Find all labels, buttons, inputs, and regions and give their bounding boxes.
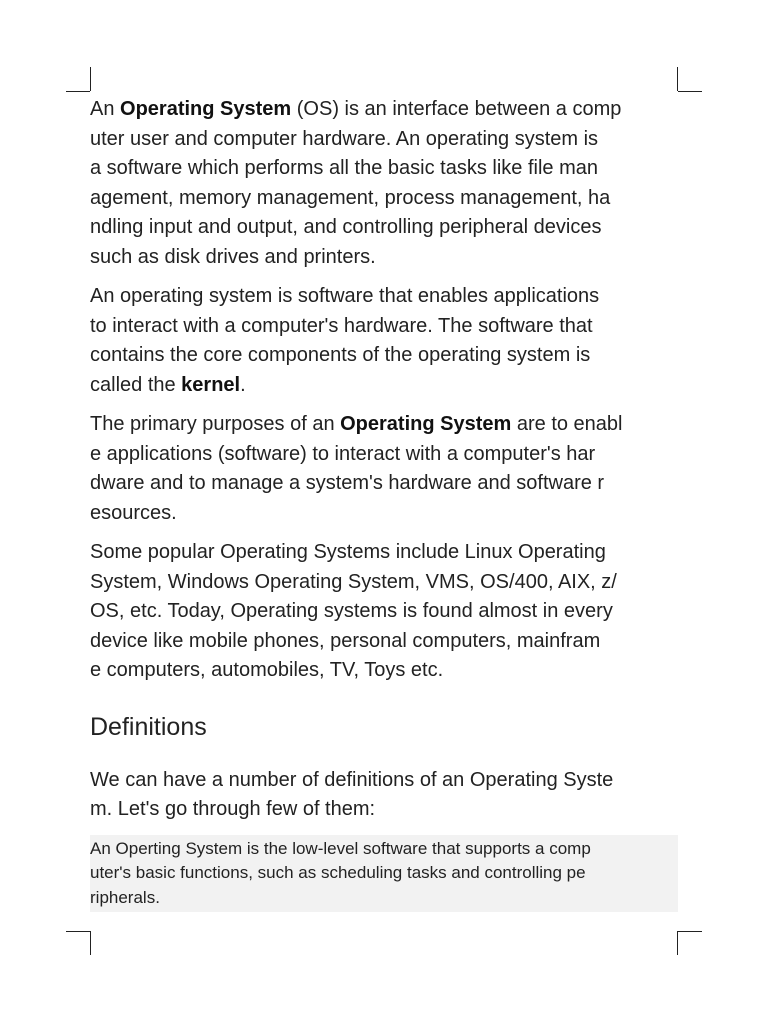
text-run: An bbox=[90, 98, 121, 120]
paragraph-1 bbox=[90, 95, 680, 272]
text-run: Some popular Operating Systems include Linux Operating bbox=[90, 541, 606, 563]
crop-mark-top-left-v bbox=[90, 67, 91, 91]
text-line bbox=[90, 154, 680, 184]
text-run: contains the core components of the operating system is bbox=[90, 344, 591, 366]
crop-mark-top-left-h bbox=[66, 91, 90, 92]
text-run: e computers, automobiles, TV, Toys etc. bbox=[90, 659, 444, 681]
text-line: ripherals. bbox=[90, 887, 160, 907]
text-line bbox=[90, 656, 680, 686]
text-line bbox=[90, 597, 680, 627]
paragraph-2 bbox=[90, 282, 680, 400]
text-line bbox=[90, 213, 680, 243]
text-line bbox=[90, 341, 680, 371]
text-run: dware and to manage a system's hardware and software r bbox=[90, 472, 605, 494]
text-run: The primary purposes of an bbox=[90, 413, 341, 435]
text-run: e applications (software) to interact with a computer's har bbox=[90, 442, 596, 465]
text-line bbox=[90, 125, 680, 155]
text-line bbox=[90, 95, 680, 125]
text-run: esources. bbox=[90, 501, 177, 524]
text-run: called the bbox=[90, 373, 182, 396]
text-line bbox=[90, 538, 680, 568]
text-run: to interact with a computer's hardware. The software that bbox=[90, 314, 593, 337]
bold-term: Operating System bbox=[340, 413, 512, 435]
paragraph-group bbox=[90, 95, 680, 686]
text-line: m. Let's go through few of them: bbox=[90, 798, 376, 820]
text-run: are to enabl bbox=[511, 413, 623, 435]
definitions-intro bbox=[90, 766, 680, 825]
text-run: a software which performs all the basic tasks like file man bbox=[90, 157, 598, 179]
text-line bbox=[90, 282, 680, 312]
text-line bbox=[90, 184, 680, 214]
crop-mark-bottom-left-v bbox=[90, 931, 91, 955]
text-run: (OS) is an interface between a comp bbox=[291, 98, 622, 120]
text-line bbox=[90, 499, 680, 529]
text-run: . bbox=[240, 373, 246, 396]
text-run: device like mobile phones, personal computers, mainfram bbox=[90, 629, 601, 652]
text-line bbox=[90, 243, 680, 273]
text-line bbox=[90, 410, 680, 440]
section-heading: Definitions bbox=[90, 712, 207, 741]
text-line: We can have a number of definitions of an Operating Syste bbox=[90, 768, 614, 791]
text-run: such as disk drives and printers. bbox=[90, 245, 376, 268]
document-body bbox=[90, 95, 680, 912]
text-run: ndling input and output, and controlling peripheral devices bbox=[90, 216, 602, 238]
text-line: An Operting System is the low-level software that supports a comp bbox=[90, 838, 591, 858]
text-line bbox=[90, 371, 680, 401]
definition-quote bbox=[90, 835, 678, 913]
text-run: System, Windows Operating System, VMS, OS/400, AIX, z/ bbox=[90, 570, 617, 593]
text-run: uter user and computer hardware. An operating system is bbox=[90, 127, 599, 150]
paragraph-3 bbox=[90, 410, 680, 528]
crop-mark-bottom-right-h bbox=[678, 931, 702, 932]
text-line bbox=[90, 440, 680, 470]
text-line: uter's basic functions, such as scheduling tasks and controlling pe bbox=[90, 863, 586, 882]
crop-mark-bottom-left-h bbox=[66, 931, 90, 932]
text-run: agement, memory management, process management, ha bbox=[90, 186, 611, 209]
text-run: OS, etc. Today, Operating systems is found almost in every bbox=[90, 600, 613, 622]
text-line bbox=[90, 627, 680, 657]
crop-mark-top-right-h bbox=[678, 91, 702, 92]
crop-mark-bottom-right-v bbox=[677, 931, 678, 955]
paragraph-4 bbox=[90, 538, 680, 686]
crop-mark-top-right-v bbox=[677, 67, 678, 91]
text-run: An operating system is software that enables applications bbox=[90, 285, 600, 307]
bold-term: kernel bbox=[181, 373, 241, 396]
bold-term: Operating System bbox=[120, 98, 292, 120]
text-line bbox=[90, 568, 680, 598]
text-line bbox=[90, 469, 680, 499]
text-line bbox=[90, 312, 680, 342]
